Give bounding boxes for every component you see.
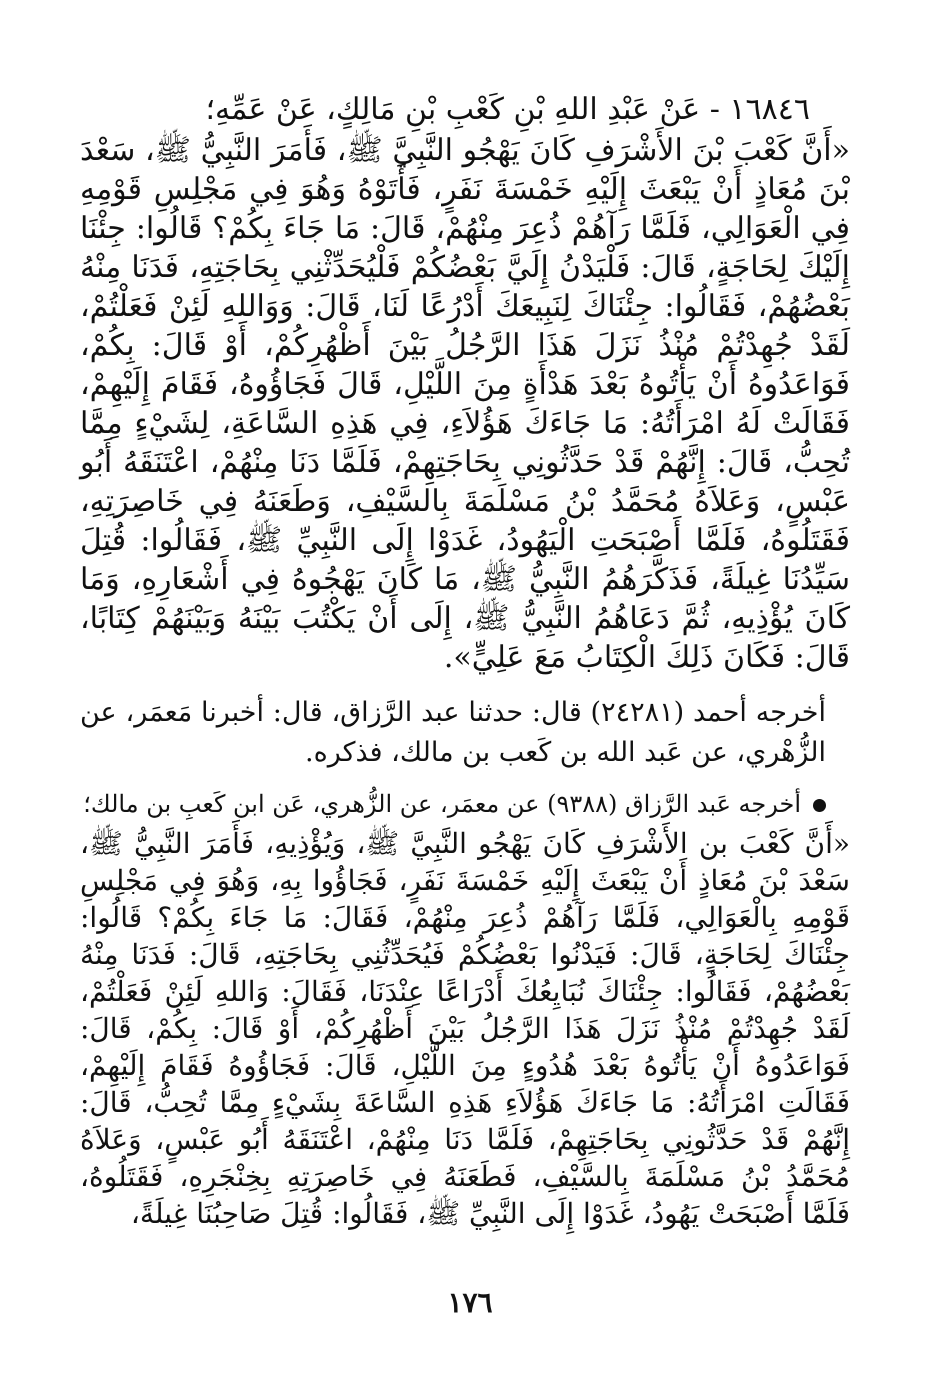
variant-heading-text: أخرجه عَبد الرَّزاق (٩٣٨٨) عن معمَر، عن الزُّهري، عَن ابن كَعبِ بن مالك؛	[83, 790, 801, 818]
hadith-text: «أَنَّ كَعْبَ بْنَ الأَشْرَفِ كَانَ يَهْجُو النَّبِيَّ ﷺ، فَأَمَرَ النَّبِيُّ ﷺ، سَعْدَ بْنَ مُعَاذٍ أَنْ يَبْعَثَ إِلَيْهِ خَمْسَةَ نَفَرٍ، فَأَتَوْهُ وَهُوَ فِي مَجْلِسِ قَوْمِهِ فِي الْعَوَالِي، فَلَمَّا رَآهُمْ ذُعِرَ مِنْهُمْ، قَالَ: مَا جَاءَ بِكُمْ؟ قَالُوا: جِئْنَا إِلَيْكَ لِحَاجَةٍ، قَالَ: فَلْيَدْنُ إِلَيَّ بَعْضُكُمْ فَلْيُحَدِّثْنِي بِحَاجَتِهِ، فَدَنَا مِنْهُ بَعْضُهُمْ، فَقَالُوا: جِئْنَاكَ لِنَبِيعَكَ أَدْرُعًا لَنَا، قَالَ: وَوَاللهِ لَئِنْ فَعَلْتُمْ، لَقَدْ جُهِدْتُمْ مُنْذُ نَزَلَ هَذَا الرَّجُلُ بَيْنَ أَظْهُرِكُمْ، أَوْ قَالَ: بِكُمْ، فَوَاعَدُوهُ أَنْ يَأْتُوهُ بَعْدَ هَدْأَةٍ مِنَ اللَّيْلِ، قَالَ فَجَاؤُوهُ، فَقَامَ إِلَيْهِمْ، فَقَالَتْ لَهُ امْرَأَتُهُ: مَا جَاءَكَ هَؤُلاَءِ، فِي هَذِهِ السَّاعَةِ، لِشَيْءٍ مِمَّا تُحِبُّ، قَالَ: إِنَّهُمْ قَدْ حَدَّثُونِي بِحَاجَتِهِمْ، فَلَمَّا دَنَا مِنْهُمْ، اعْتَنَقَهُ أَبُو عَبْسٍ، وَعَلاَهُ مُحَمَّدُ بْنُ مَسْلَمَةَ بِالسَّيْفِ، وَطَعَنَهُ فِي خَاصِرَتِهِ، فَقَتَلُوهُ، فَلَمَّا أَصْبَحَتِ الْيَهُودُ، غَدَوْا إِلَى النَّبِيِّ ﷺ، فَقَالُوا: قُتِلَ سَيِّدُنَا غِيلَةً، فَذَكَّرَهُمُ النَّبِيُّ ﷺ، مَا كَانَ يَهْجُوهُ فِي أَشْعَارِهِ، وَمَا كَانَ يُؤْذِيهِ، ثُمَّ دَعَاهُمُ النَّبِيُّ ﷺ، إِلَى أَنْ يَكْتُبَ بَيْنَهُ وَبَيْنَهُمْ كِتَابًا، قَالَ: فَكَانَ ذَلِكَ الْكِتَابُ مَعَ عَلِيٍّ».	[80, 133, 850, 675]
page-number: ١٧٦	[447, 1286, 493, 1319]
takhrij-paragraph: أخرجه أحمد (٢٤٢٨١) قال: حدثنا عبد الرَّزاق، قال: أخبرنا مَعمَر، عن الزُّهْري، عن عَبد الله بن كَعب بن مالك، فذكره.	[80, 697, 826, 768]
page-content	[80, 90, 850, 1232]
bullet-icon	[813, 799, 826, 812]
variant-text: «أَنَّ كَعْبَ بن الأَشْرَفِ كَانَ يَهْجُو النَّبِيَّ ﷺ، وَيُؤْذِيهِ، فَأَمَرَ النَّبِيُّ ﷺ، سَعْدَ بْنَ مُعَاذٍ أَنْ يَبْعَثَ إِلَيْهِ خَمْسَةَ نَفَرٍ، فَجَاؤُوا بِهِ، وَهُوَ فِي مَجْلِسِ قَوْمِهِ بِالْعَوَالِي، فَلَمَّا رَآهُمْ ذُعِرَ مِنْهُمْ، فَقَالَ: مَا جَاءَ بِكُمْ؟ قَالُوا: جِئْنَاكَ لِحَاجَةٍ، قَالَ: فَيَدْنُوا بَعْضُكُمْ فَيُحَدِّثُنِي بِحَاجَتِهِ، قَالَ: فَدَنَا مِنْهُ بَعْضُهُمْ، فَقَالُوا: جِئْنَاكَ نُبَايِعُكَ أَدْرَاعًا عِنْدَنَا، فَقَالَ: وَاللهِ لَئِنْ فَعَلْتُمْ، لَقَدْ جُهِدْتُمْ مُنْذُ نَزَلَ هَذَا الرَّجُلُ بَيْنَ أَظْهُرِكُمْ، أَوْ قَالَ: بِكُمْ، قَالَ: فَوَاعَدُوهُ أَنْ يَأْتُوهُ بَعْدَ هُدُوءٍ مِنَ اللَّيْلِ، قَالَ: فَجَاؤُوهُ فَقَامَ إِلَيْهِمْ، فَقَالَتِ امْرَأَتُهُ: مَا جَاءَكَ هَؤُلاَءِ هَذِهِ السَّاعَةَ بِشَيْءٍ مِمَّا تُحِبُّ، قَالَ: إِنَّهُمْ قَدْ حَدَّثُونِي بِحَاجَتِهِمْ، فَلَمَّا دَنَا مِنْهُمْ، اعْتَنَقَهُ أَبُو عَبْسٍ، وَعَلاَهُ مُحَمَّدُ بْنُ مَسْلَمَةَ بِالسَّيْفِ، فَطَعَنَهُ فِي خَاصِرَتِهِ بِخِنْجَرِهِ، فَقَتَلُوهُ، فَلَمَّا أَصْبَحَتْ يَهُودُ، غَدَوْا إِلَى النَّبِيِّ ﷺ، فَقَالُوا: قُتِلَ صَاحِبُنَا غِيلَةً،	[80, 827, 850, 1230]
variant-heading	[80, 787, 850, 821]
hadith-heading: ١٦٨٤٦ - عَنْ عَبْدِ اللهِ بْنِ كَعْبِ بْنِ مَالِكٍ، عَنْ عَمِّهِ؛	[205, 92, 810, 127]
